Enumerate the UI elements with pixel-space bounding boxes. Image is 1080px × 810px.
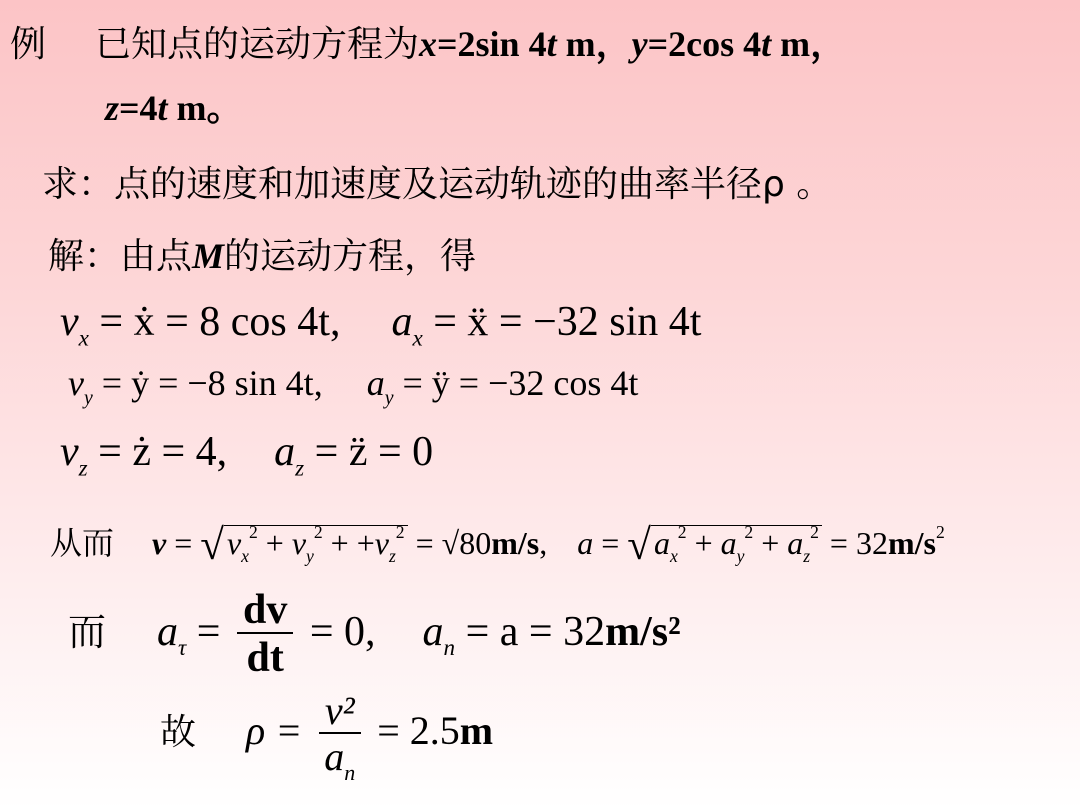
- example-label: 例: [10, 24, 47, 65]
- az-expression: = z̈ = 0: [314, 429, 434, 475]
- equation-z: $v_z$ = ż = 4, $a_z$ = z̈ = 0: [60, 429, 434, 481]
- rho-unit: m: [459, 708, 494, 754]
- vy-expression: = ẏ = −8 sin 4t,: [101, 363, 323, 403]
- solution-intro: [48, 228, 476, 279]
- frac-den: dt: [246, 635, 284, 682]
- rho-den: a: [324, 734, 345, 779]
- x-eq: =2sin 4: [437, 24, 547, 64]
- ax-expression: = ẍ = −32 sin 4t: [433, 299, 702, 345]
- y-t: t: [761, 24, 772, 64]
- x-var: x: [419, 24, 438, 64]
- tangential-line: 而 $a_\tau$ = $\frac{dv}{dt}$ = 0, $a_n = a = 32m/s^2$: [68, 587, 681, 682]
- a-result: = 32: [829, 525, 888, 561]
- solution-pre: 解：由点: [48, 236, 193, 277]
- v-unit: m/s: [491, 525, 540, 561]
- z-eq: =4: [119, 88, 158, 128]
- tangential-label: 而: [68, 609, 107, 654]
- a-unit: m/s: [887, 525, 936, 561]
- problem-statement-line2: [105, 80, 243, 131]
- rho-num: v²: [319, 690, 361, 734]
- an-value: = a = 32: [465, 608, 606, 655]
- radius-label: 故: [160, 712, 197, 754]
- magnitude-label: 从而: [50, 524, 115, 562]
- v-radicand: $v_x^2 + v_y^2 + +v_z^2$: [224, 525, 408, 561]
- rho-value: = 2.5: [377, 708, 460, 754]
- an-unit: m/s²: [605, 608, 681, 655]
- ay-expression: = ÿ = −32 cos 4t: [402, 363, 639, 403]
- v-result: = √80: [415, 525, 492, 561]
- problem-statement-line1: [10, 16, 846, 67]
- rho-symbol: ρ =: [246, 708, 303, 754]
- dv-dt-fraction: [237, 588, 293, 682]
- point-M: M: [192, 236, 225, 276]
- a-radicand: $a_x^2 + a_y^2 + a_z^2$: [651, 525, 822, 561]
- a-tau-value: = 0,: [309, 608, 376, 655]
- y-eq: =2cos 4: [647, 24, 762, 64]
- problem-intro: 已知点的运动方程为: [95, 24, 420, 65]
- x-unit: m，: [556, 24, 632, 64]
- y-unit: m，: [771, 24, 847, 64]
- z-unit: m。: [167, 88, 243, 128]
- frac-num: dv: [237, 588, 293, 634]
- equation-x: $v_x$ = ẋ = 8 cos 4t, $a_x$ = ẍ = −32 sin 4t: [60, 299, 702, 351]
- vx-expression: = ẋ = 8 cos 4t,: [99, 299, 341, 345]
- solution-post: 的运动方程，得: [224, 236, 477, 277]
- question-text: 求：点的速度和加速度及运动轨迹的曲率半径ρ 。: [42, 164, 833, 205]
- x-t: t: [546, 24, 557, 64]
- y-var: y: [631, 24, 648, 64]
- z-var: z: [105, 88, 120, 128]
- radius-line: [160, 688, 494, 785]
- equation-y: $v_y$ = ẏ = −8 sin 4t, $a_y$ = ÿ = −32 cos 4t: [68, 363, 639, 409]
- v-symbol: v: [152, 525, 167, 561]
- vz-expression: = ż = 4,: [98, 429, 228, 475]
- z-t: t: [157, 88, 168, 128]
- rho-fraction: $\frac{\text{v²}}{a_n}$: [318, 690, 361, 780]
- magnitude-line: 从而 $v = √v_x^2 + v_y^2 + +v_z^2 = √80m/s$, $a = √a_x^2 + a_y^2 + a_z^2 = 32m/s^2$: [50, 522, 945, 570]
